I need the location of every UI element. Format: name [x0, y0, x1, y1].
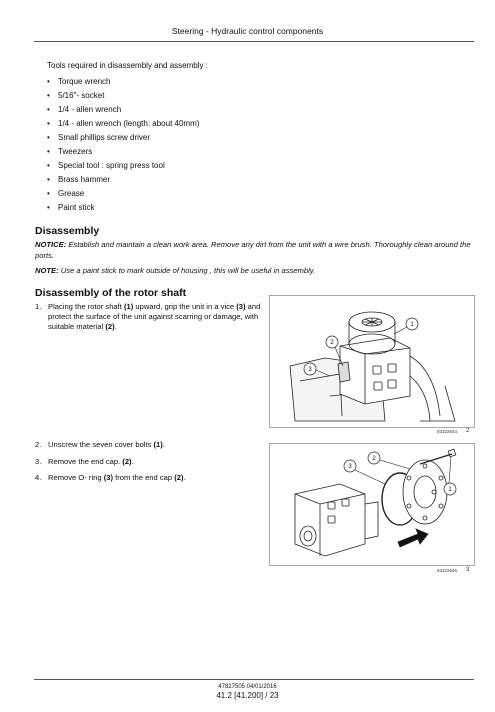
note-label: NOTE:	[35, 266, 59, 275]
tools-list-item: • Paint stick	[47, 201, 199, 215]
footer-page-number: 41.2 [41.200] / 23	[216, 691, 279, 700]
figure-3-code: 93102645	[437, 568, 458, 573]
rotor-shaft-heading: Disassembly of the rotor shaft	[35, 287, 187, 299]
callout-3-label: 3	[348, 464, 352, 470]
page-header-title: Steering - Hydraulic control components	[171, 26, 324, 36]
step-text: Placing the rotor shaft (1) upward, grip the unit in a vice (3) and protect the surface of the unit against scarring or damage, with suitable material (2).	[48, 302, 261, 331]
tools-list-item: • Special tool : spring press tool	[47, 159, 199, 173]
step-text: Remove the end cap. (2).	[48, 457, 134, 466]
notice-text: Establish and maintain a clean work area. Remove any dirt from the unit with a wire brush. Thoroughly clean around the ports.	[35, 240, 471, 260]
tools-list-item: • 5/16"- socket	[47, 89, 199, 103]
tools-list-item: • Grease	[47, 187, 199, 201]
footer-divider	[34, 679, 474, 680]
note-text: Use a paint stick to mark outside of housing , this will be useful in assembly.	[60, 266, 316, 275]
tools-list	[47, 75, 199, 215]
figure-3-number: 3	[466, 567, 470, 573]
callout-1-label: 1	[410, 322, 414, 328]
step-2	[35, 440, 275, 452]
callout-2-label: 2	[330, 340, 334, 346]
figure-2-code: 93102644	[437, 429, 458, 434]
callout-3-label: 3	[308, 367, 312, 373]
rotor-unit-in-vice-illustration	[270, 296, 474, 427]
figure-2-number: 2	[466, 428, 470, 434]
callout-2-label: 2	[372, 456, 376, 462]
step-text: Unscrew the seven cover bolts (1).	[48, 440, 165, 449]
tools-list-item: • 1/4 - allen wrench	[47, 103, 199, 117]
step-number: 1.	[35, 302, 42, 311]
step-number: 3.	[35, 457, 42, 466]
note-paragraph	[35, 266, 475, 277]
tools-list-item: • Torque wrench	[47, 75, 199, 89]
tools-list-item: • Brass hammer	[47, 173, 199, 187]
header-divider	[34, 41, 474, 42]
tools-list-item: • Tweezers	[47, 145, 199, 159]
step-number: 4.	[35, 473, 42, 482]
notice-paragraph	[35, 240, 475, 261]
disassembly-heading: Disassembly	[35, 225, 100, 237]
step-text: Remove O- ring (3) from the end cap (2).	[48, 473, 186, 482]
footer-doc-id: 47827505 04/01/2016	[218, 684, 277, 690]
step-3	[35, 457, 275, 469]
callout-1-label: 1	[448, 487, 452, 493]
step-4	[35, 473, 275, 485]
tools-intro: Tools required in disassembly and assembly :	[47, 61, 208, 70]
tools-list-item: • 1/4 - allen wrench (length: about 40mm)	[47, 117, 199, 131]
figure-3-frame	[269, 443, 475, 566]
end-cap-removal-illustration	[270, 444, 474, 565]
figure-2-frame	[269, 295, 475, 428]
tools-list-item: • Small phillips screw driver	[47, 131, 199, 145]
notice-label: NOTICE:	[35, 240, 67, 249]
step-1	[35, 302, 275, 334]
step-number: 2.	[35, 440, 42, 449]
